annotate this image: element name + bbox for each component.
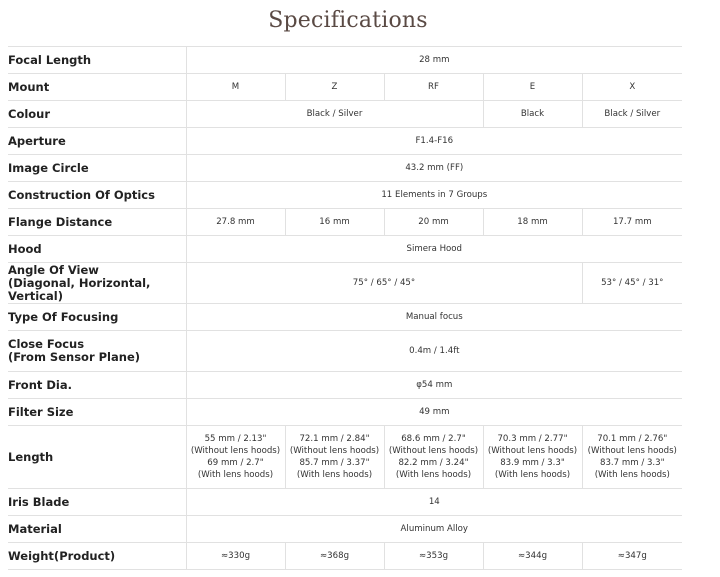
row-label: Mount [8,74,186,101]
mount-e: E [483,74,582,101]
row-label: Front Dia. [8,372,186,399]
row-value: 18 mm [483,209,582,236]
length-line: 83.9 mm / 3.3" [500,458,565,468]
length-line: (With lens hoods) [296,470,373,480]
row-label [8,331,186,372]
length-line: (Without lens hoods) [587,446,677,456]
length-cell [384,426,483,489]
table-row [8,399,682,426]
row-label-line: (From Sensor Plane) [8,350,140,364]
length-line: 85.7 mm / 3.37" [299,458,370,468]
length-line: 70.3 mm / 2.77" [497,434,568,444]
length-line: 70.1 mm / 2.76" [597,434,668,444]
length-line: 55 mm / 2.13" [204,434,267,444]
row-label: Type Of Focusing [8,304,186,331]
row-value: Black / Silver [186,101,483,128]
mount-m: M [186,74,285,101]
length-line: 72.1 mm / 2.84" [299,434,370,444]
table-row [8,236,682,263]
row-label: Hood [8,236,186,263]
row-value: 75° / 65° / 45° [186,263,582,304]
length-line: (Without lens hoods) [487,446,578,456]
table-row [8,331,682,372]
page-title: Specifications [268,8,428,33]
row-value: 53° / 45° / 31° [582,263,682,304]
table-row [8,209,682,236]
row-label [8,263,186,304]
row-label: Focal Length [8,47,186,74]
length-cell [582,426,682,489]
length-line: (With lens hoods) [197,470,274,480]
table-row [8,47,682,74]
row-label: Length [8,426,186,489]
row-value: 20 mm [384,209,483,236]
row-value: 16 mm [285,209,384,236]
length-line: (With lens hoods) [395,470,472,480]
length-cell [483,426,582,489]
table-row [8,128,682,155]
table-row [8,543,682,570]
length-line: (Without lens hoods) [388,446,479,456]
row-label-line: Close Focus [8,337,85,351]
row-label: Colour [8,101,186,128]
row-value: ≈344g [483,543,582,570]
length-line: 83.7 mm / 3.3" [599,458,665,468]
table-row [8,263,682,304]
row-label: Weight(Product) [8,543,186,570]
row-value: ≈330g [186,543,285,570]
row-value: 43.2 mm (FF) [186,155,682,182]
row-value: 28 mm [186,47,682,74]
row-label: Construction Of Optics [8,182,186,209]
table-row [8,489,682,516]
row-label: Material [8,516,186,543]
specifications-table [8,46,682,570]
row-value: 14 [186,489,682,516]
mount-rf: RF [384,74,483,101]
row-value: φ54 mm [186,372,682,399]
row-value: 0.4m / 1.4ft [186,331,682,372]
length-line: 68.6 mm / 2.7" [401,434,466,444]
length-cell [285,426,384,489]
row-value: 49 mm [186,399,682,426]
row-value: Aluminum Alloy [186,516,682,543]
table-row [8,155,682,182]
table-row [8,304,682,331]
row-label: Iris Blade [8,489,186,516]
length-line: (Without lens hoods) [190,446,281,456]
length-line: (Without lens hoods) [289,446,380,456]
row-value: Black [483,101,582,128]
row-value: Manual focus [186,304,682,331]
table-row [8,101,682,128]
row-label: Filter Size [8,399,186,426]
row-value: ≈368g [285,543,384,570]
row-value: 17.7 mm [582,209,682,236]
length-line: (With lens hoods) [594,470,670,480]
row-value: 11 Elements in 7 Groups [186,182,682,209]
table-row [8,516,682,543]
table-row [8,426,682,489]
length-line: 69 mm / 2.7" [207,458,264,468]
length-line: 82.2 mm / 3.24" [398,458,469,468]
row-label-line: (Diagonal, Horizontal, Vertical) [8,275,151,303]
row-label: Flange Distance [8,209,186,236]
row-label-line: Angle Of View [8,262,99,277]
row-value: 27.8 mm [186,209,285,236]
table-row [8,182,682,209]
length-line: (With lens hoods) [494,470,571,480]
row-value: Simera Hood [186,236,682,263]
row-value: F1.4-F16 [186,128,682,155]
row-value: Black / Silver [582,101,682,128]
table-row [8,74,682,101]
row-label: Aperture [8,128,186,155]
mount-z: Z [285,74,384,101]
row-value: ≈347g [582,543,682,570]
row-value: ≈353g [384,543,483,570]
length-cell [186,426,285,489]
table-row [8,372,682,399]
mount-x: X [582,74,682,101]
row-label: Image Circle [8,155,186,182]
